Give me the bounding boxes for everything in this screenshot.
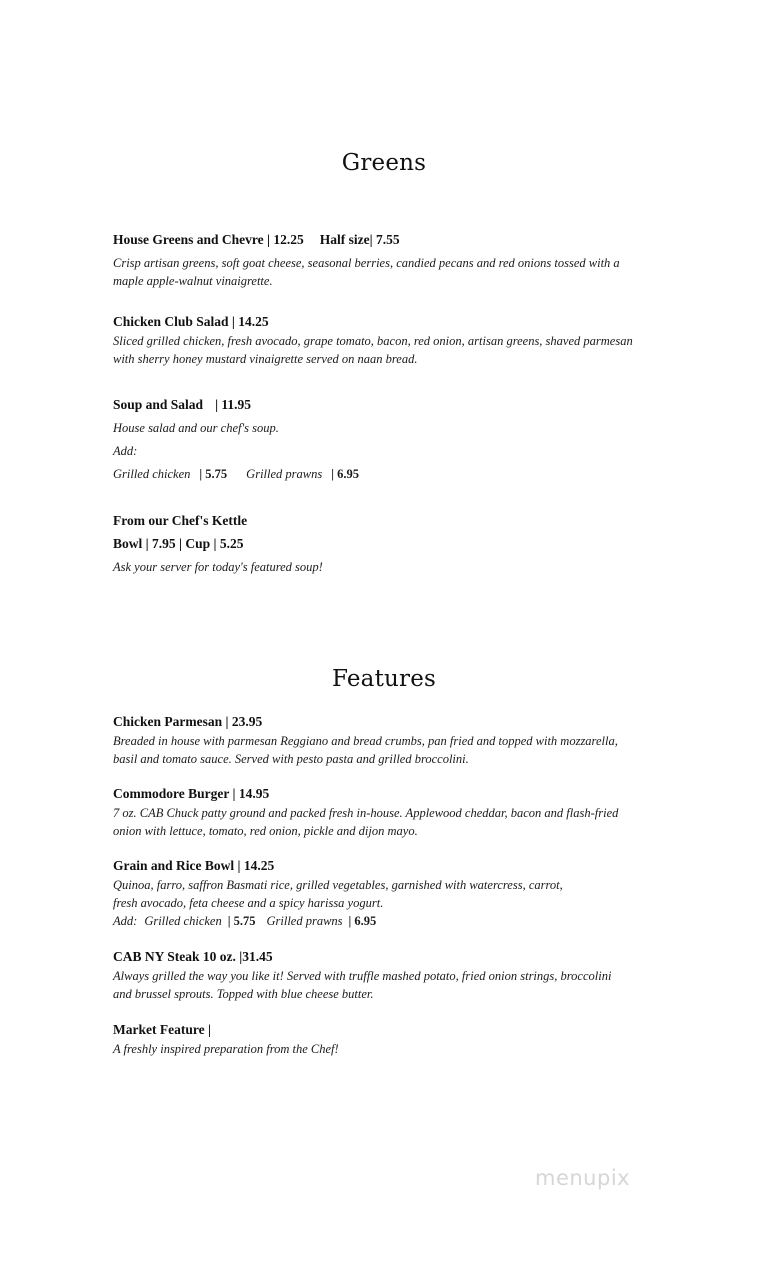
greens-heading: Greens: [341, 150, 427, 176]
add-ons: Add: Grilled chicken | 5.75 Grilled prawns | 6.95: [113, 914, 377, 928]
menu-item-market-feature: [113, 1021, 673, 1058]
item-name: Market Feature |: [113, 1022, 211, 1037]
item-name: Soup and Salad | 11.95: [113, 397, 252, 412]
item-name: House Greens and Chevre | 12.25 Half size| 7.55: [113, 232, 400, 247]
menu-item-grain-rice-bowl: [113, 857, 673, 930]
add-ons: Grilled chicken | 5.75 Grilled prawns | 6.95: [113, 467, 359, 481]
item-description: Ask your server for today's featured soup!: [113, 560, 323, 574]
menupix-watermark: menupix: [535, 1166, 631, 1190]
item-description: Breaded in house with parmesan Reggiano and bread crumbs, pan fried and topped with mozzarella, basil and tomato sauce. Served with pesto pasta and grilled broccolini.: [113, 734, 618, 766]
item-name: From our Chef's Kettle: [113, 513, 248, 528]
item-description: Crisp artisan greens, soft goat cheese, seasonal berries, candied pecans and red onions tossed with a maple apple-walnut vinaigrette.: [113, 256, 620, 288]
item-name: CAB NY Steak 10 oz. |31.45: [113, 949, 273, 964]
menu-item-commodore-burger: [113, 785, 673, 840]
item-description: Quinoa, farro, saffron Basmati rice, grilled vegetables, garnished with watercress, carrot, fresh avocado, feta cheese and a spicy harissa yogurt. Add: Grilled chicken | 5.75 Grilled prawns | 6.95: [113, 876, 673, 930]
menu-item-ny-steak: [113, 948, 673, 1003]
item-name: Chicken Parmesan | 23.95: [113, 714, 263, 729]
item-description: House salad and our chef's soup. Add: Grilled chicken | 5.75 Grilled prawns | 6.95: [113, 419, 673, 483]
item-description: Always grilled the way you like it! Served with truffle mashed potato, fried onion strings, broccolini and brussel sprouts. Topped with blue cheese butter.: [113, 969, 612, 1001]
item-description: A freshly inspired preparation from the Chef!: [113, 1042, 339, 1056]
features-heading: Features: [331, 666, 437, 692]
menu-item-chicken-club: [113, 313, 673, 368]
item-name: Chicken Club Salad | 14.25: [113, 314, 269, 329]
item-description: Sliced grilled chicken, fresh avocado, grape tomato, bacon, red onion, artisan greens, shaved parmesan with sherry honey mustard vinaigrette served on naan bread.: [113, 334, 633, 366]
item-name: Grain and Rice Bowl | 14.25: [113, 858, 275, 873]
item-description: 7 oz. CAB Chuck patty ground and packed fresh in-house. Applewood cheddar, bacon and flash-fried onion with lettuce, tomato, red onion, pickle and dijon mayo.: [113, 806, 619, 838]
item-name: Commodore Burger | 14.95: [113, 786, 270, 801]
item-sizes: Bowl | 7.95 | Cup | 5.25: [113, 536, 244, 551]
menu-item-chefs-kettle: [113, 512, 673, 576]
menu-item-house-greens: [113, 231, 673, 290]
menu-item-chicken-parmesan: [113, 713, 673, 768]
menu-item-soup-salad: [113, 396, 673, 483]
